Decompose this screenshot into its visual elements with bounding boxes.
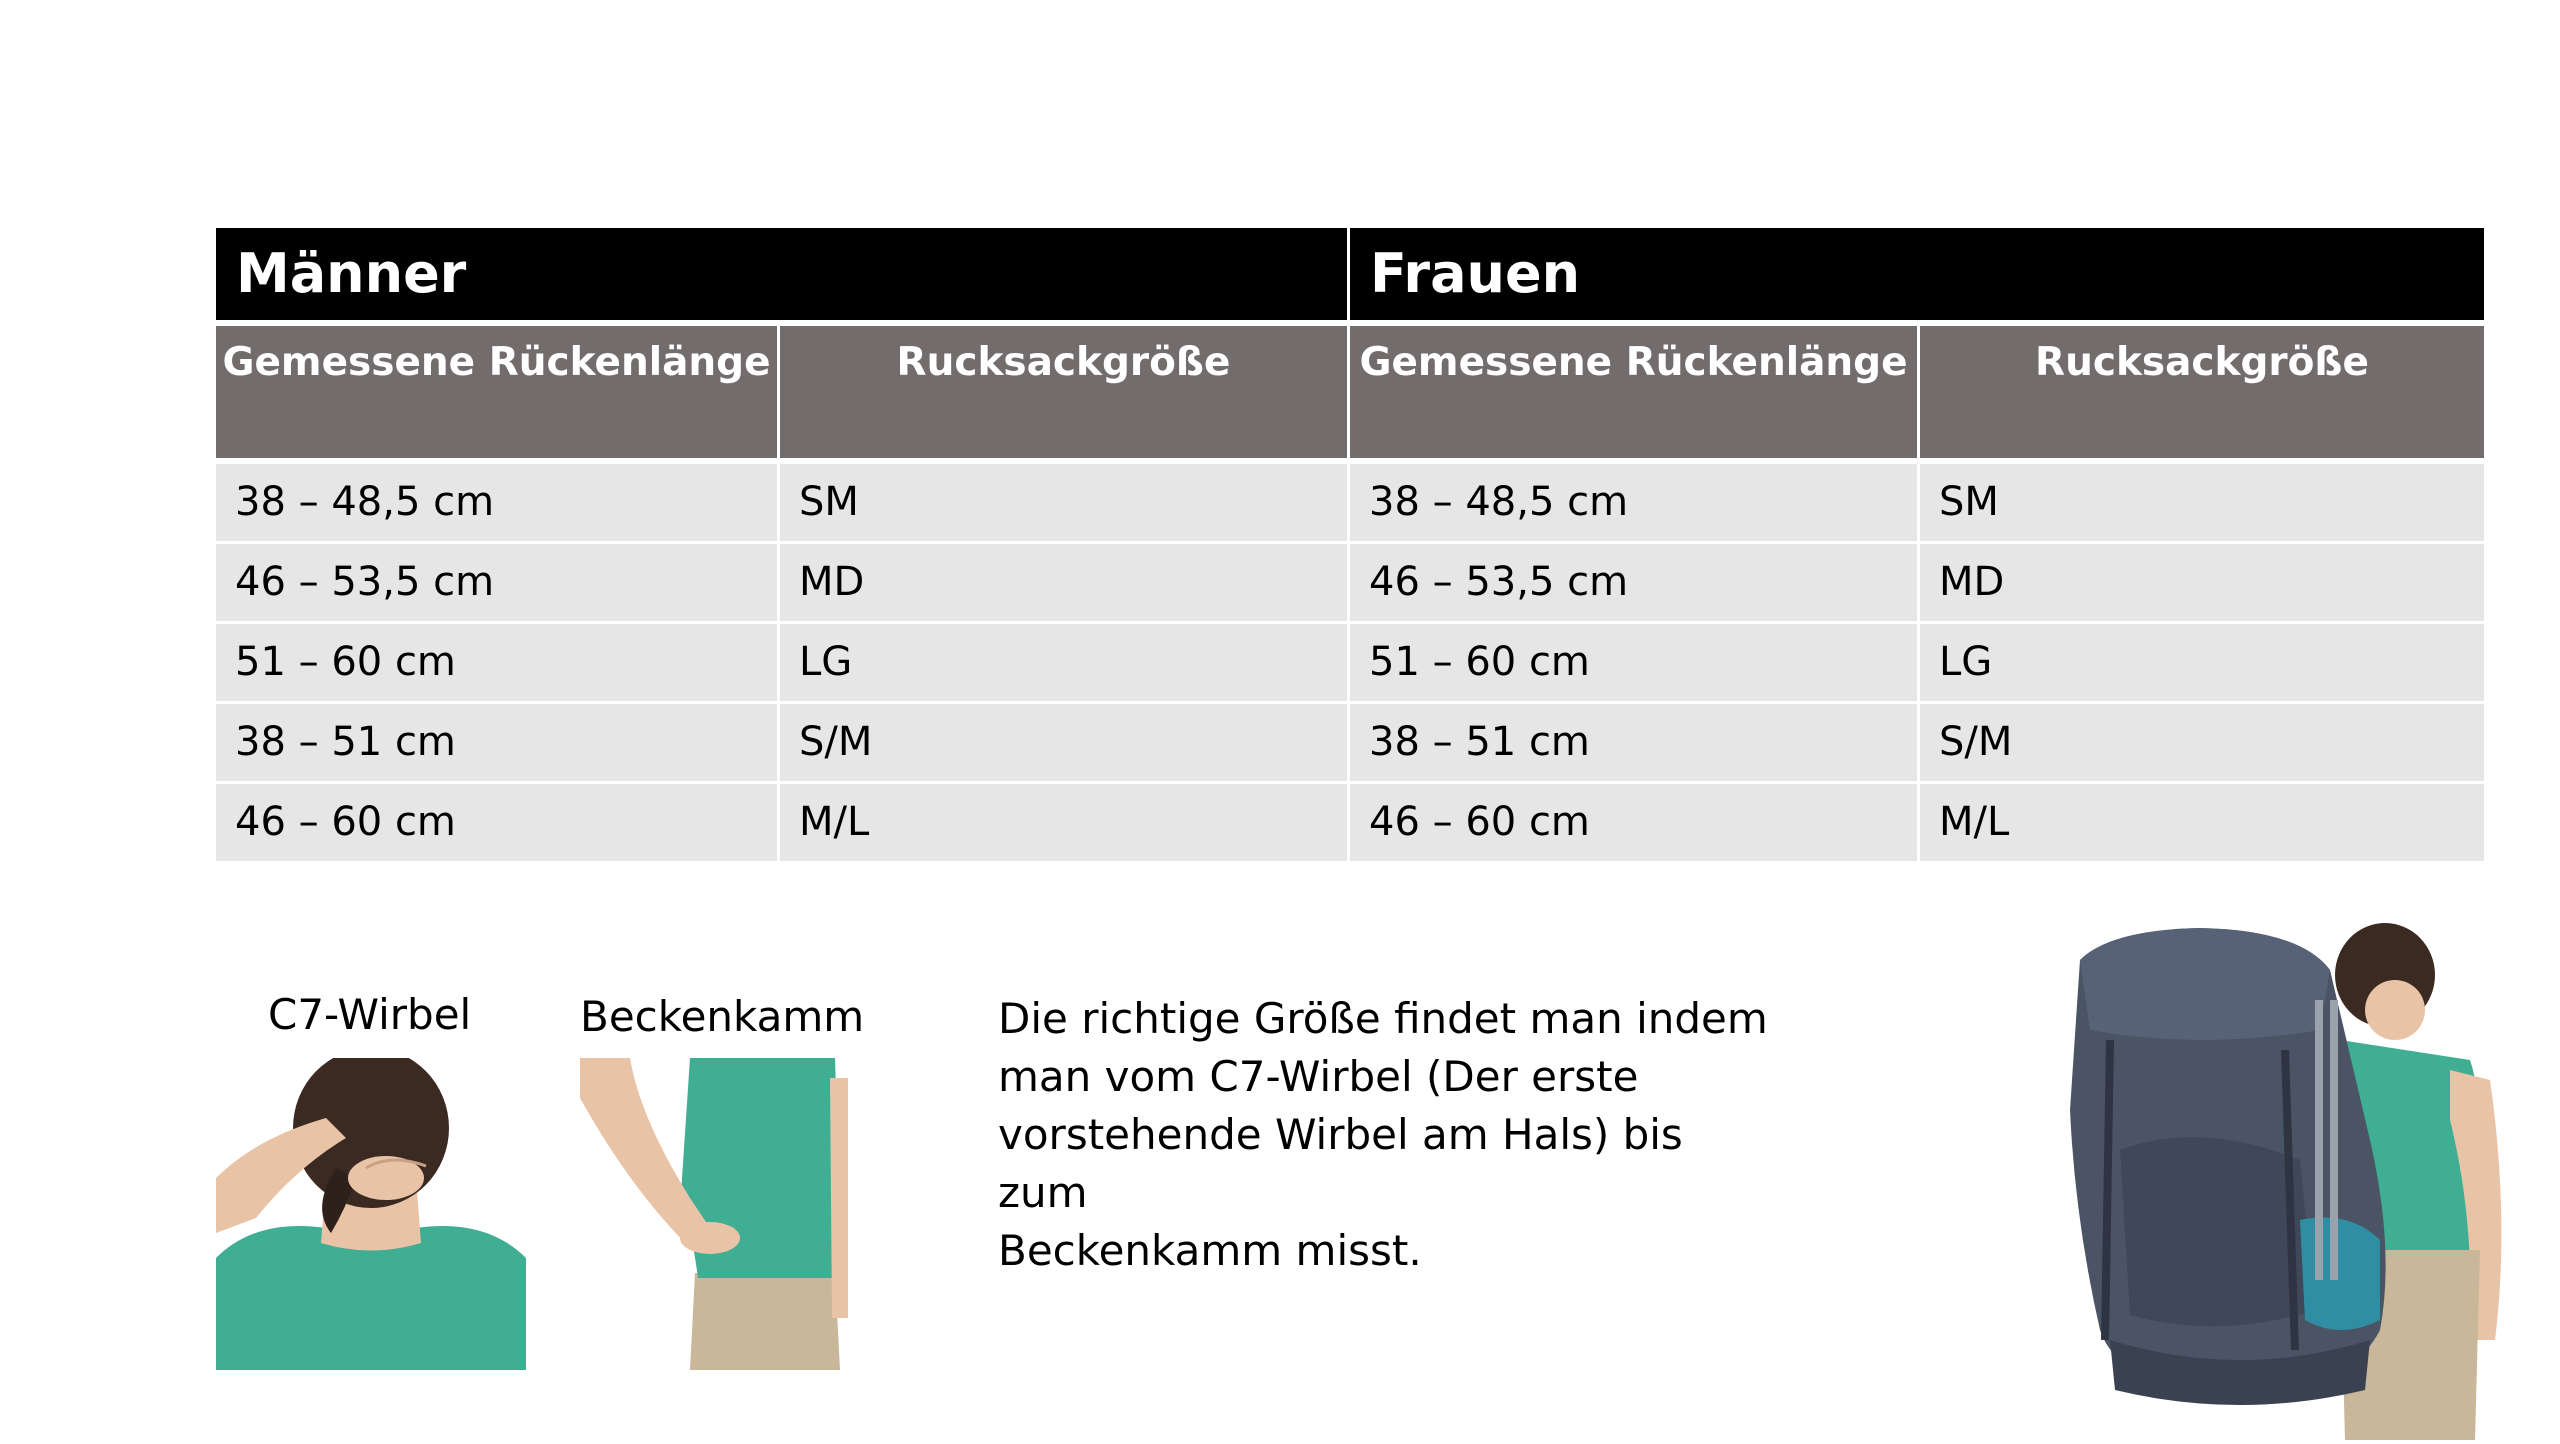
table-cell: MD	[1939, 559, 2005, 605]
table-cell: 46 – 60 cm	[216, 784, 780, 861]
table-cell: M/L	[780, 784, 1350, 861]
backpack-photo	[2050, 920, 2510, 1440]
table-cell: 51 – 60 cm	[1350, 624, 1920, 701]
instruction-line: man vom C7-Wirbel (Der erste	[998, 1052, 1639, 1101]
instruction-line: vorstehende Wirbel am Hals) bis zum	[998, 1110, 1683, 1217]
table-cell: LG	[780, 624, 1350, 701]
table-row	[216, 541, 2484, 621]
table-cell: 38 – 51 cm	[216, 704, 780, 781]
group-header-women: Frauen	[1370, 242, 1581, 305]
table-cell: M/L	[1939, 799, 2010, 845]
iliac-crest-photo	[580, 1058, 850, 1370]
c7-vertebra-icon	[216, 1058, 526, 1370]
column-header-row	[216, 326, 2484, 458]
column-header-women-back-length: Gemessene Rückenlänge	[1350, 326, 1920, 458]
table-cell: 38 – 51 cm	[1350, 704, 1920, 781]
table-row	[216, 701, 2484, 781]
table-body	[216, 464, 2484, 861]
table-cell: 38 – 48,5 cm	[216, 464, 780, 541]
table-cell: S/M	[780, 704, 1350, 781]
column-header-men-back-length: Gemessene Rückenlänge	[216, 326, 780, 458]
group-header-row	[216, 228, 2484, 320]
table-row	[216, 781, 2484, 861]
instruction-text	[998, 990, 1778, 1280]
table-cell: 46 – 53,5 cm	[1350, 544, 1920, 621]
table-cell: SM	[780, 464, 1350, 541]
table-row	[216, 464, 2484, 541]
table-cell: S/M	[1939, 719, 2013, 765]
size-table	[216, 228, 2484, 861]
instruction-line: Die richtige Größe findet man indem	[998, 994, 1768, 1043]
table-cell: 46 – 53,5 cm	[216, 544, 780, 621]
table-cell: MD	[780, 544, 1350, 621]
c7-caption: C7-Wirbel	[268, 990, 472, 1039]
backpack-icon	[2050, 920, 2510, 1440]
group-header-men: Männer	[216, 228, 1350, 320]
table-cell: 38 – 48,5 cm	[1350, 464, 1920, 541]
column-header-women-pack-size: Rucksackgröße	[2035, 340, 2369, 385]
table-cell: LG	[1939, 639, 1993, 685]
table-cell: SM	[1939, 479, 1999, 525]
iliac-crest-caption: Beckenkamm	[580, 992, 865, 1041]
instruction-line: Beckenkamm misst.	[998, 1226, 1422, 1275]
table-cell: 46 – 60 cm	[1350, 784, 1920, 861]
table-row	[216, 621, 2484, 701]
column-header-men-pack-size: Rucksackgröße	[780, 326, 1350, 458]
iliac-crest-icon	[580, 1058, 850, 1370]
table-cell: 51 – 60 cm	[216, 624, 780, 701]
c7-vertebra-photo	[216, 1058, 526, 1370]
